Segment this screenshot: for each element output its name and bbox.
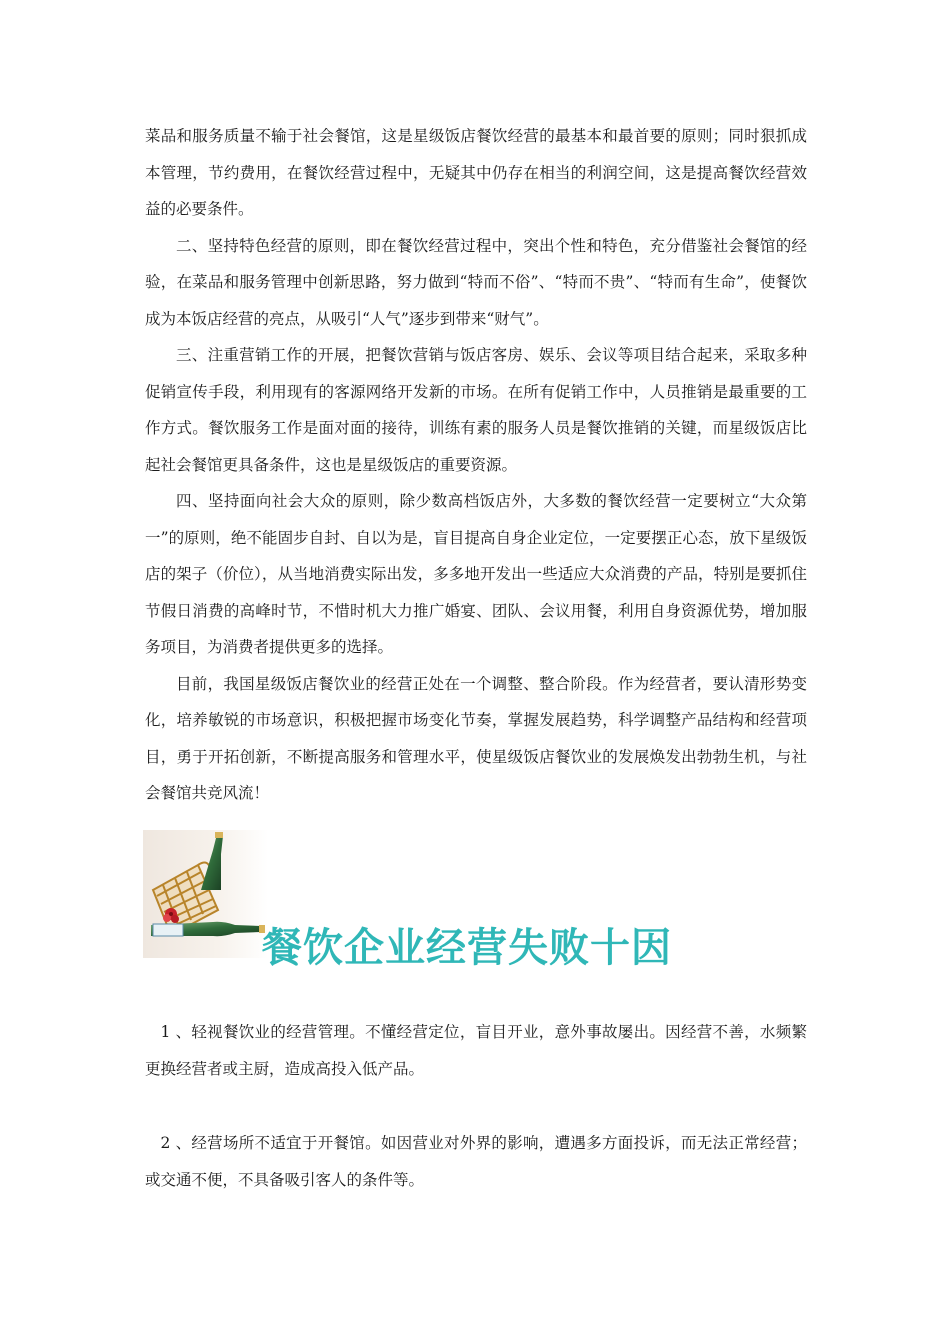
list-item-2 [145, 1125, 807, 1198]
section-title: 餐饮企业经营失败十因 [262, 925, 672, 971]
list-item-text: 1 、轻视餐饮业的经营管理。不懂经营定位，盲目开业，意外事故屡出。因经营不善，水频繁更换经营者或主厨，造成高投入低产品。 [145, 1023, 807, 1078]
paragraph-conclusion: 目前，我国星级饭店餐饮业的经营正处在一个调整、整合阶段。作为经营者，要认清形势变化，培养敏锐的市场意识，积极把握市场变化节奏，掌握发展趋势，科学调整产品结构和经营项目，勇于开拓创新，不断提高服务和管理水平，使星级饭店餐饮业的发展焕发出勃勃生机，与社会餐馆共竞风流！ [145, 674, 807, 802]
body-text [145, 118, 807, 812]
wine-bottles-basket-image [143, 830, 268, 958]
paragraph-principle-4: 四、坚持面向社会大众的原则，除少数高档饭店外，大多数的餐饮经营一定要树立“大众第一”的原则，绝不能固步自封、自以为是，盲目提高自身企业定位，一定要摆正心态，放下星级饭店的架子（价位），从当地消费实际出发，多多地开发出一些适应大众消费的产品，特别是要抓住节假日消费的高峰时节，不惜时机大力推广婚宴、团队、会议用餐，利用自身资源优势，增加服务项目，为消费者提供更多的选择。 [145, 492, 807, 656]
list-item-text: 2 、经营场所不适宜于开餐馆。如因营业对外界的影响，遭遇多方面投诉，而无法正常经营；或交通不便，不具备吸引客人的条件等。 [145, 1134, 807, 1189]
list-item-1 [145, 1014, 807, 1087]
paragraph-continued: 菜品和服务质量不输于社会餐馆，这是星级饭店餐饮经营的最基本和最首要的原则；同时狠抓成本管理，节约费用，在餐饮经营过程中，无疑其中仍存在相当的利润空间，这是提高餐饮经营效益的必要条件。 [145, 127, 807, 218]
paragraph-principle-2: 二、坚持特色经营的原则，即在餐饮经营过程中，突出个性和特色，充分借鉴社会餐馆的经验，在菜品和服务管理中创新思路，努力做到“特而不俗”、“特而不贵”、“特而有生命”，使餐饮成为本饭店经营的亮点，从吸引“人气”逐步到带来“财气”。 [145, 236, 807, 328]
section-banner [143, 830, 703, 971]
paragraph-principle-3: 三、注重营销工作的开展，把餐饮营销与饭店客房、娱乐、会议等项目结合起来，采取多种促销宣传手段，利用现有的客源网络开发新的市场。在所有促销工作中，人员推销是最重要的工作方式。餐饮服务工作是面对面的接待，训练有素的服务人员是餐饮推销的关键，而星级饭店比起社会餐馆更具备条件，这也是星级饭店的重要资源。 [145, 346, 807, 474]
